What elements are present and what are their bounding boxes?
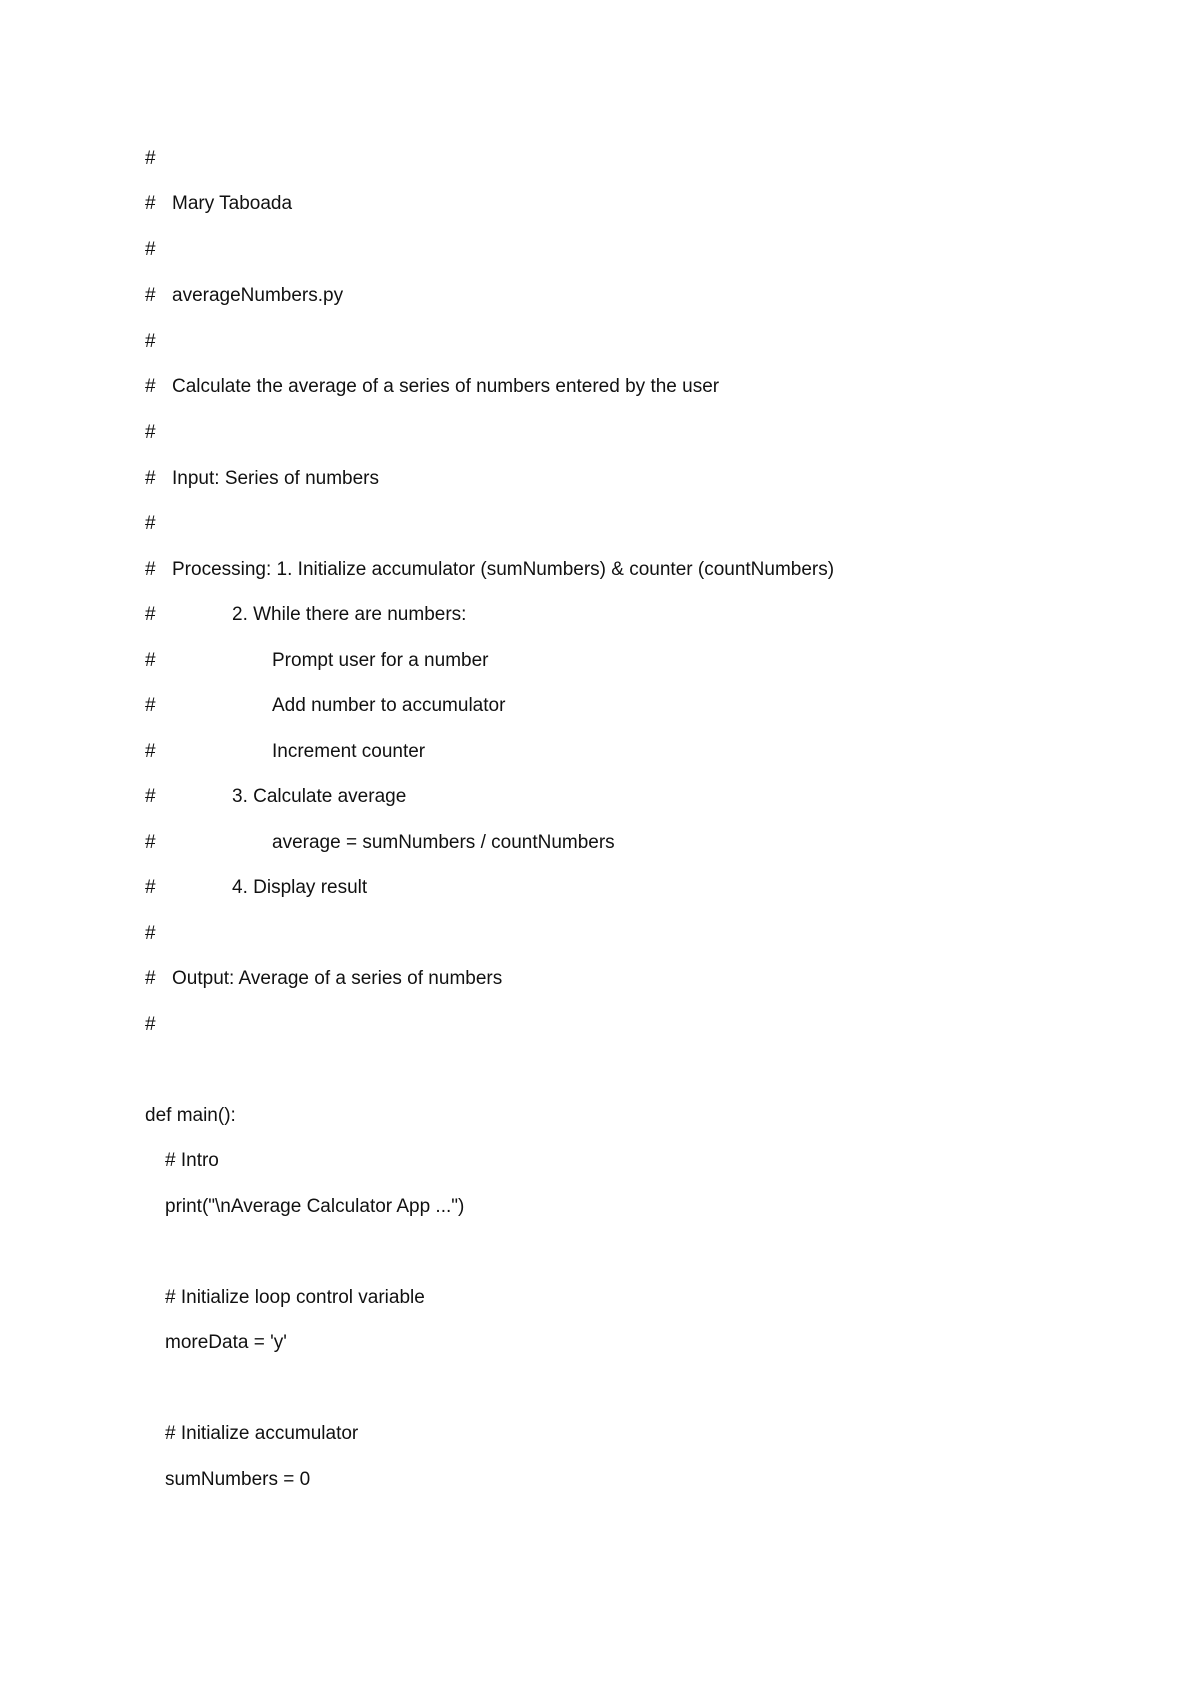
description-line: Calculate the average of a series of numbers entered by the user	[172, 376, 720, 397]
processing-substep: Add number to accumulator	[272, 695, 506, 716]
processing-line: Processing: 1. Initialize accumulator (sumNumbers) & counter (countNumbers)	[172, 559, 835, 580]
comment-hash: #	[145, 468, 156, 489]
comment-hash: #	[145, 604, 156, 625]
comment-hash: #	[145, 923, 156, 944]
comment-hash: #	[145, 193, 156, 214]
output-line: Output: Average of a series of numbers	[172, 968, 503, 989]
more-data-line: moreData = 'y'	[165, 1332, 287, 1353]
def-main-line: def main():	[145, 1105, 236, 1126]
print-line: print("\nAverage Calculator App ...")	[165, 1196, 465, 1217]
comment-hash: #	[145, 148, 156, 169]
processing-step: 2. While there are numbers:	[232, 604, 467, 625]
comment-hash: #	[145, 832, 156, 853]
comment-hash: #	[145, 513, 156, 534]
comment-hash: #	[145, 877, 156, 898]
intro-comment: # Intro	[165, 1150, 219, 1171]
comment-hash: #	[145, 239, 156, 260]
file-name: averageNumbers.py	[172, 285, 344, 306]
processing-step: 3. Calculate average	[232, 786, 407, 807]
processing-substep: Increment counter	[272, 741, 426, 762]
comment-hash: #	[145, 376, 156, 397]
comment-hash: #	[145, 422, 156, 443]
comment-hash: #	[145, 695, 156, 716]
processing-step: 4. Display result	[232, 877, 368, 898]
accumulator-comment: # Initialize accumulator	[165, 1423, 359, 1444]
comment-hash: #	[145, 786, 156, 807]
comment-hash: #	[145, 559, 156, 580]
author-name: Mary Taboada	[172, 193, 293, 214]
comment-hash: #	[145, 741, 156, 762]
input-line: Input: Series of numbers	[172, 468, 379, 489]
loop-control-comment: # Initialize loop control variable	[165, 1287, 425, 1308]
sum-numbers-line: sumNumbers = 0	[165, 1469, 311, 1490]
processing-substep: Prompt user for a number	[272, 650, 489, 671]
processing-substep: average = sumNumbers / countNumbers	[272, 832, 615, 853]
comment-hash: #	[145, 650, 156, 671]
comment-hash: #	[145, 968, 156, 989]
comment-hash: #	[145, 285, 156, 306]
comment-hash: #	[145, 331, 156, 352]
comment-hash: #	[145, 1014, 156, 1035]
